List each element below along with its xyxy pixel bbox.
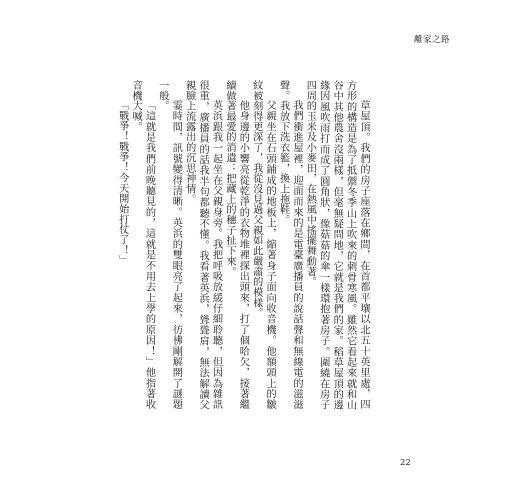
paragraph: 草屋頂。我們的房子座落在鄉間，在首都平壤以北五十英里處，四方形的構造是為了抵禦冬季山上吹來的刺骨寒風。雖然它看起來就和山谷中其他農舍沒兩樣，但毫無疑問地，它就是我們的家。稻草屋頂的邊緣因風吹雨打而成了圓角狀，像菇菇的傘一樣環抱著房子。圍繞在房子四周的玉米及小麥田，在熱風中搖擺舞動著。 xyxy=(304,80,369,410)
paragraph: 父親坐在石頭鋪成的地板上，縮著身子面向收音機。他額頭上的皺紋被刻得更深了，我從沒見過父親如此嚴肅的模樣。 xyxy=(250,80,276,410)
running-head: 離家之路 xyxy=(413,35,450,45)
paragraph: 霎時間，訊號變得清晰。英浜的雙眼亮了起來，彷彿剛解開了謎題一般。 xyxy=(156,80,182,410)
paragraph: 「這就是我們前晚聽見的，這就是不用去上學的原因！」他指著收音機大喊。 xyxy=(130,80,155,410)
page-number: 22 xyxy=(400,458,411,468)
paragraph: 「戰爭！戰爭！今天開始打仗了！」 xyxy=(116,100,128,266)
paragraph: 我們衝進屋裡，迎面而來的是電臺廣播員的說話聲和無線電的滋滋聲。我放下洗衣籃，換上拖鞋。 xyxy=(277,80,302,410)
paragraph: 他身邊的小響亮從乾淨的衣物堆裡探出頭來，打了個哈欠，接著繼續做著最愛的消遣：把藏上的穗子扯下來。 xyxy=(223,80,249,410)
main-text xyxy=(115,80,370,410)
paragraph: 英浜跟我一起坐在父親身旁。我把呼吸放緩仔細聆聽，但因為雜訊很重，廣播員的話我半句都聽不懂。我看著英浜，聳聳肩，無法解讀父親臉上流露出的沉思神情。 xyxy=(183,80,222,410)
